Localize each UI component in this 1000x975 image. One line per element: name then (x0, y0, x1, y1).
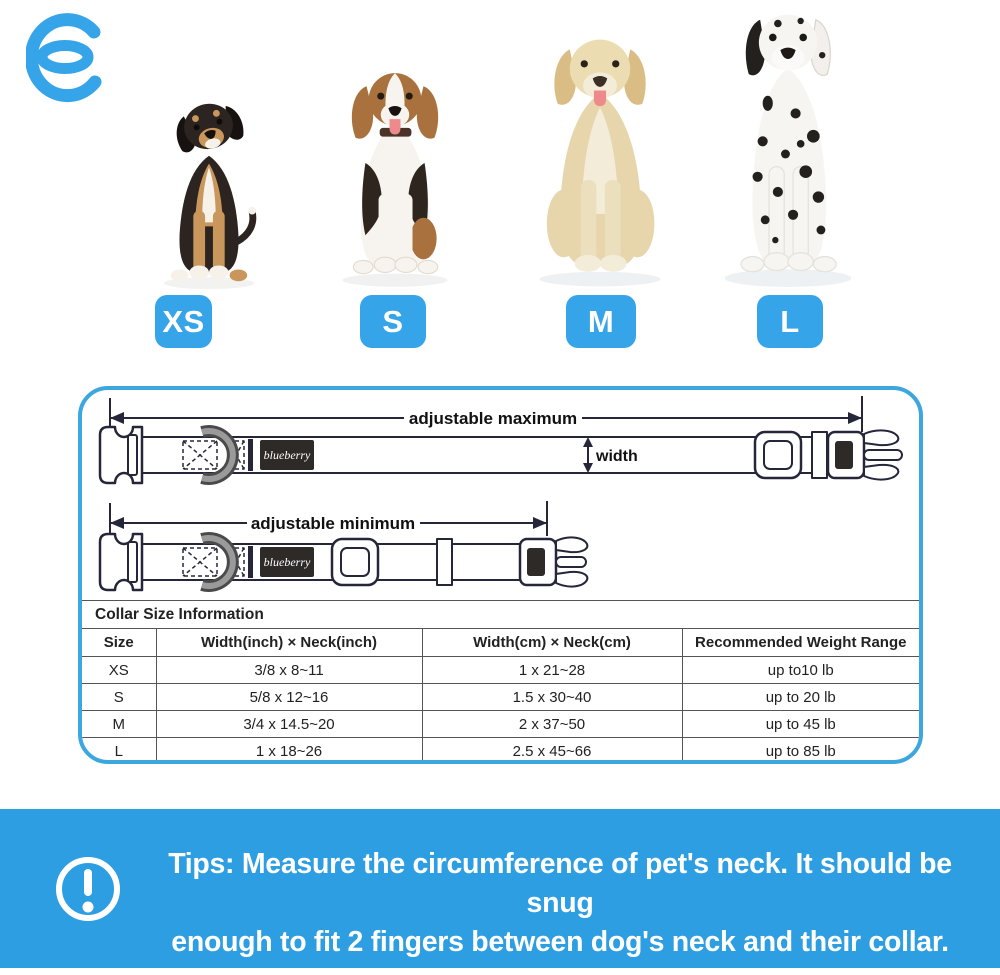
dog-photo-s-beagle (328, 60, 462, 290)
size-badge-m (566, 295, 636, 348)
cell-weight: up to 20 lb (682, 684, 919, 711)
size-badge-s-label: S (382, 303, 404, 339)
size-badge-m-label: M (587, 303, 615, 339)
cell-size: XS (82, 657, 156, 684)
size-badge-xs (155, 295, 212, 348)
collar-measurement-diagram (82, 390, 919, 600)
col-header-width-inch: Width(inch) × Neck(inch) (156, 629, 422, 657)
cell-size: S (82, 684, 156, 711)
collar-tag-text: blueberry (263, 448, 311, 462)
dog-photo-xs-puppy (143, 95, 275, 291)
width-label: width (596, 448, 638, 465)
col-header-size: Size (82, 629, 156, 657)
size-chart-panel (78, 386, 923, 764)
collar-size-table (82, 600, 919, 764)
collar-diagram-minimum (100, 501, 587, 590)
tips-banner (0, 809, 1000, 968)
cell-weight: up to 45 lb (682, 711, 919, 738)
table-row-s (82, 684, 919, 711)
cell-width-cm: 2 x 37~50 (422, 711, 682, 738)
table-row-m (82, 711, 919, 738)
cell-weight: up to 85 lb (682, 738, 919, 765)
cell-width-inch: 3/8 x 8~11 (156, 657, 422, 684)
tips-line-2: enough to fit 2 fingers between dog's neck and their collar. (171, 926, 949, 958)
adjustable-maximum-label: adjustable maximum (408, 409, 578, 428)
cell-size: L (82, 738, 156, 765)
cell-weight: up to10 lb (682, 657, 919, 684)
male-buckle-icon (828, 430, 902, 479)
size-badge-l (757, 295, 823, 348)
col-header-width-cm: Width(cm) × Neck(cm) (422, 629, 682, 657)
exclamation-circle-icon (52, 853, 124, 925)
table-row-l (82, 738, 919, 765)
cell-width-cm: 2.5 x 45~66 (422, 738, 682, 765)
cell-width-inch: 1 x 18~26 (156, 738, 422, 765)
blueberry-pet-e-logo-icon (26, 10, 110, 106)
cell-width-cm: 1 x 21~28 (422, 657, 682, 684)
size-badge-l-label: L (780, 303, 800, 339)
table-header-row (82, 629, 919, 657)
size-badge-xs-label: XS (162, 303, 205, 339)
dog-photo-m-golden-retriever (525, 30, 675, 290)
col-header-weight: Recommended Weight Range (682, 629, 919, 657)
tips-text (145, 845, 975, 962)
cell-width-inch: 3/4 x 14.5~20 (156, 711, 422, 738)
collar-diagram-maximum (100, 396, 902, 483)
dog-photo-l-dalmatian (712, 4, 864, 290)
collar-tag-text: blueberry (263, 555, 311, 569)
cell-width-cm: 1.5 x 30~40 (422, 684, 682, 711)
tips-line-1: Tips: Measure the circumference of pet's neck. It should be snug (168, 848, 952, 919)
male-buckle-icon (520, 537, 587, 586)
table-title: Collar Size Information (82, 601, 919, 629)
cell-width-inch: 5/8 x 12~16 (156, 684, 422, 711)
adjustable-minimum-label: adjustable minimum (250, 514, 416, 533)
size-badge-s (360, 295, 426, 348)
table-row-xs (82, 657, 919, 684)
cell-size: M (82, 711, 156, 738)
